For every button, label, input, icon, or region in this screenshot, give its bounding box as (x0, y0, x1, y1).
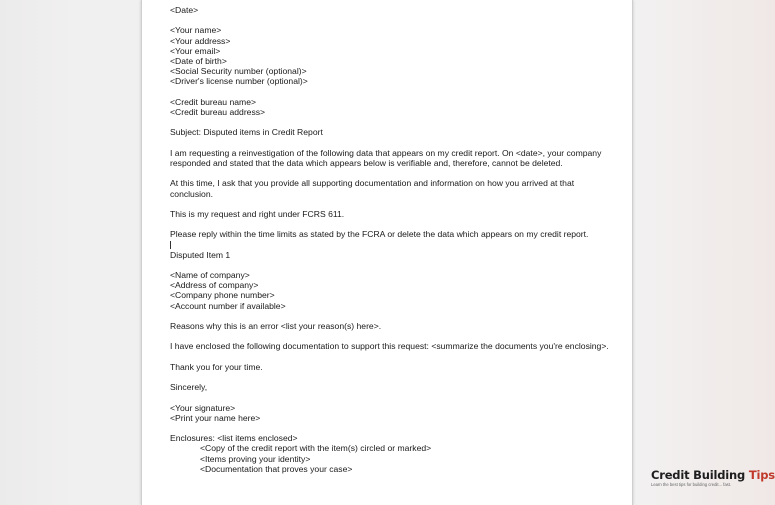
disputed-item-heading: Disputed Item 1 (170, 249, 231, 260)
paragraph-documentation-request: At this time, I ask that you provide all supporting documentation and information on how you arrived at that conclusion. (170, 178, 575, 199)
blank-line (170, 260, 610, 270)
document-page (141, 0, 633, 505)
blank-line (170, 352, 610, 362)
logo-word-tips: Tips (748, 468, 775, 482)
logo-word-credit-building: Credit Building (651, 468, 746, 482)
sender-dob: <Date of birth> (170, 56, 227, 66)
letter-closing: Sincerely, (170, 382, 208, 393)
bureau-name: <Credit bureau name> (170, 96, 256, 107)
enclosures-label: Enclosures: <list items enclosed> (170, 433, 298, 444)
letter-subject: Subject: Disputed items in Credit Report (170, 127, 323, 138)
sender-block (170, 25, 610, 86)
credit-building-tips-logo (651, 468, 775, 491)
enclosures-list (170, 443, 610, 474)
item-account-number: <Account number if available> (170, 300, 286, 311)
enclosure-item: <Documentation that proves your case> (200, 463, 353, 474)
blank-line (170, 392, 610, 402)
sender-license: <Driver's license number (optional)> (170, 76, 308, 87)
paragraph-enclosed-docs: I have enclosed the following documentation to support this request: <summarize the documents you're enclosing>. (170, 341, 609, 352)
blank-line (170, 331, 610, 341)
sender-address: <Your address> (170, 35, 231, 46)
blank-line (170, 423, 610, 433)
blank-line (170, 219, 610, 229)
paragraph-reinvestigation: I am requesting a reinvestigation of the following data that appears on my credit report. On <date>, your company responded and stated that the data which appears below is verifiable and, therefore, cannot be deleted. (170, 147, 602, 168)
paragraph-thanks: Thank you for your time. (170, 361, 263, 372)
blank-line (170, 372, 610, 382)
logo-wordmark (651, 468, 775, 482)
signature-block (170, 403, 610, 423)
blank-line (170, 117, 610, 127)
blank-line (170, 168, 610, 178)
bureau-address: <Credit bureau address> (170, 107, 266, 117)
signature-line: <Your signature> (170, 402, 236, 413)
logo-tagline: Learn the best tips for building credit... fast. (651, 482, 732, 487)
enclosure-item: <Copy of the credit report with the item(s) circled or marked> (200, 443, 432, 454)
blank-line (170, 199, 610, 209)
paragraph-reasons: Reasons why this is an error <list your reason(s) here>. (170, 320, 382, 331)
item-company-name: <Name of company> (170, 269, 250, 280)
sender-name: <Your name> (170, 25, 222, 36)
item-details-block (170, 270, 610, 311)
printed-name-line: <Print your name here> (170, 412, 261, 423)
bureau-block (170, 97, 610, 117)
sender-ssn: <Social Security number (optional)> (170, 66, 307, 77)
letter-body[interactable] (170, 5, 610, 474)
item-company-address: <Address of company> (170, 280, 259, 291)
blank-line (170, 311, 610, 321)
item-company-phone: <Company phone number> (170, 290, 275, 301)
text-cursor (170, 241, 171, 249)
blank-line (170, 87, 610, 97)
sender-email: <Your email> (170, 45, 221, 56)
enclosure-item: <Items proving your identity> (200, 453, 311, 464)
blank-line (170, 138, 610, 148)
blank-line (170, 15, 610, 25)
paragraph-reply-request: Please reply within the time limits as stated by the FCRA or delete the data which appears on my credit report. (170, 229, 589, 240)
letter-date: <Date> (170, 5, 199, 15)
paragraph-fcrs-right: This is my request and right under FCRS 611. (170, 208, 345, 219)
